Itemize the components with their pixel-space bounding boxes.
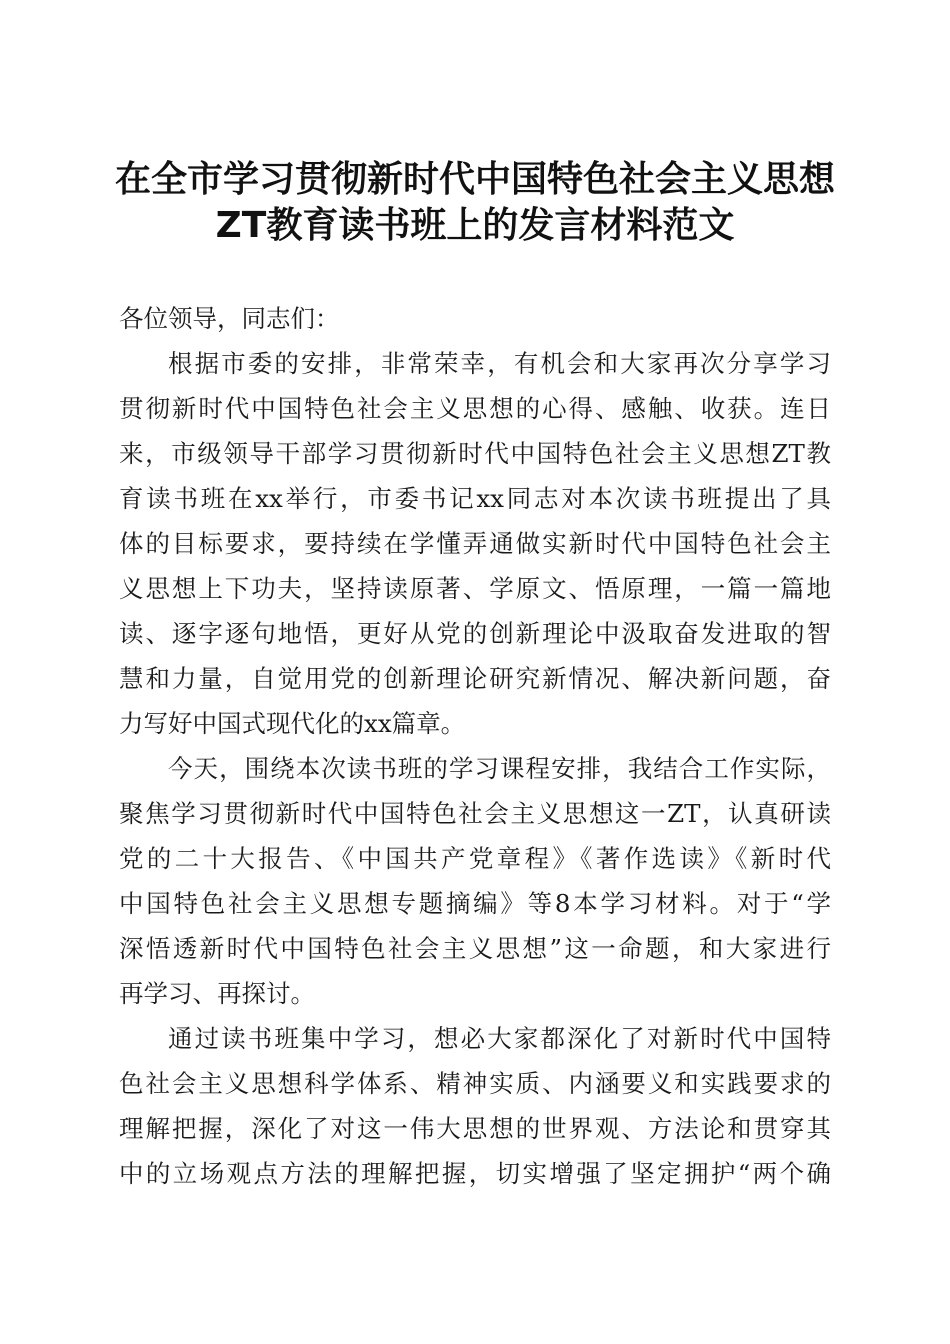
paragraph-2-line: 党的二十大报告、《中国共产党章程》《著作选读》《新时代 [119,844,831,873]
paragraph-1-line: 来，市级领导干部学习贯彻新时代中国特色社会主义思想ZT教 [119,439,831,468]
paragraph-1-line: 贯彻新时代中国特色社会主义思想的心得、感触、收获。连日 [119,394,831,423]
paragraph-1-line: 读、逐字逐句地悟，更好从党的创新理论中汲取奋发进取的智 [119,619,831,648]
paragraph-1-line: 体的目标要求，要持续在学懂弄通做实新时代中国特色社会主 [119,529,831,558]
paragraph-2-line: 聚焦学习贯彻新时代中国特色社会主义思想这一ZT，认真研读 [119,799,831,828]
paragraph-1-line: 根据市委的安排，非常荣幸，有机会和大家再次分享学习 [168,349,831,378]
paragraph-2-line: 中国特色社会主义思想专题摘编》等8本学习材料。对于“学 [119,889,831,918]
paragraph-3-line: 色社会主义思想科学体系、精神实质、内涵要义和实践要求的 [119,1069,831,1098]
paragraph-2-line: 再学习、再探讨。 [119,979,315,1008]
document-title-line-1: 在全市学习贯彻新时代中国特色社会主义思想 [114,159,835,200]
greeting: 各位领导，同志们： [119,304,340,333]
paragraph-1-line: 慧和力量，自觉用党的创新理论研究新情况、解决新问题，奋 [119,664,831,693]
paragraph-2-line: 今天，围绕本次读书班的学习课程安排，我结合工作实际， [168,754,831,783]
document-title-line-2: ZT教育读书班上的发言材料范文 [215,205,735,246]
paragraph-2-line: 深悟透新时代中国特色社会主义思想”这一命题，和大家进行 [119,934,831,963]
paragraph-3-line: 理解把握，深化了对这一伟大思想的世界观、方法论和贯穿其 [119,1114,831,1143]
paragraph-1-line: 育读书班在xx举行，市委书记xx同志对本次读书班提出了具 [119,484,831,513]
paragraph-3-line: 通过读书班集中学习，想必大家都深化了对新时代中国特 [168,1024,831,1053]
paragraph-3-line: 中的立场观点方法的理解把握，切实增强了坚定拥护“两个确 [119,1159,831,1188]
paragraph-1-line: 义思想上下功夫，坚持读原著、学原文、悟原理，一篇一篇地 [119,574,831,603]
paragraph-1-line: 力写好中国式现代化的xx篇章。 [119,709,466,738]
